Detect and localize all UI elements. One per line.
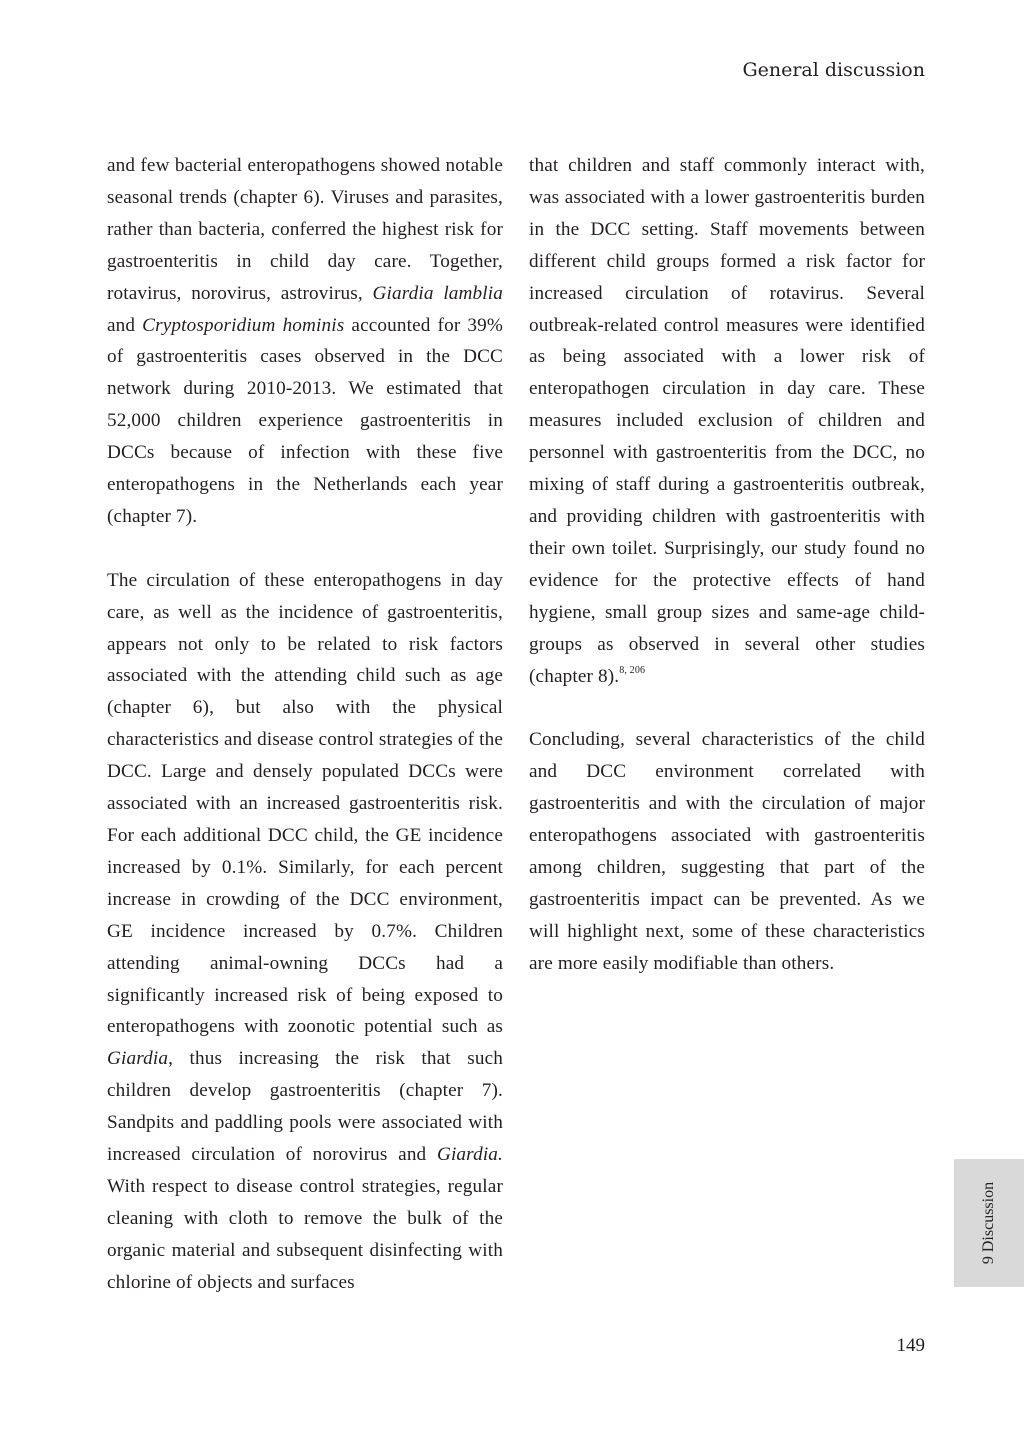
text-run: that children and staff commonly interact with, was associated with a lower gastroenteritis burden in the DCC setting. Staff movements between different child groups formed a risk factor for increased circulation of rotavirus. Several outbreak-related control measures were identified as being associated with a lower risk of enteropathogen circulation in day care. These measures included exclusion of children and personnel with gastroenteritis from the DCC, no mixing of staff during a gastroenteritis outbreak, and providing children with gastroenteritis with their own toilet. Surprisingly, our study found no evidence for the protective effects of hand hygiene, small group sizes and same-age child-groups as observed in several other studies (chapter 8). — [529, 155, 925, 687]
text-run: and few bacterial enteropathogens showed notable seasonal trends (chapter 6). Viruses and parasites, rather than bacteria, conferred the highest risk for gastroenteritis in child day care. Together, rotavirus, norovirus, astrovirus, — [107, 155, 503, 304]
paragraph-concluding — [529, 724, 925, 979]
paragraph-control-measures — [529, 150, 925, 692]
text-run: The circulation of these enteropathogens in day care, as well as the incidence of gastroenteritis, appears not only to be related to risk factors associated with the attending child such as age (chapter 6), but also with the physical characteristics and disease control strategies of the DCC. Large and densely populated DCCs were associated with an increased gastroenteritis risk. For each additional DCC child, the GE incidence increased by 0.1%. Similarly, for each percent increase in crowding of the DCC environment, GE incidence increased by 0.7%. Children attending animal-owning DCCs had a significantly increased risk of being exposed to enteropathogens with zoonotic potential such as — [107, 569, 503, 1038]
left-column — [107, 150, 503, 1299]
right-column — [529, 150, 925, 980]
text-run: and — [107, 314, 143, 336]
text-run: With respect to disease control strategies, regular cleaning with cloth to remove the bulk of the organic material and subsequent disinfecting with chlorine of objects and surfaces — [107, 1175, 503, 1293]
species-name: Giardia lamblia — [372, 282, 504, 304]
text-run: , thus increasing the risk that such children develop gastroenteritis (chapter 7). Sandpits and paddling pools were associated with increased circulation of norovirus and — [107, 1048, 503, 1166]
page-number: 149 — [896, 1335, 925, 1356]
chapter-side-tab — [954, 1159, 1024, 1287]
paragraph-seasonal-trends — [107, 150, 503, 533]
text-run: Concluding, several characteristics of the child and DCC environment correlated with gastroenteritis and with the circulation of major enteropathogens associated with gastroenteritis among children, suggesting that part of the gastroenteritis impact can be prevented. As we will highlight next, some of these characteristics are more easily modifiable than others. — [529, 729, 925, 974]
paragraph-circulation — [107, 565, 503, 1299]
citation-superscript: 8, 206 — [619, 664, 646, 676]
text-run: accounted for 39% of gastroenteritis cases observed in the DCC network during 2010-2013. We estimated that 52,000 children experience gastroenteritis in DCCs because of infection with these five enteropathogens in the Netherlands each year (chapter 7). — [107, 314, 504, 527]
running-header: General discussion — [742, 59, 925, 81]
species-name: Giardia — [107, 1048, 169, 1070]
species-name: Cryptosporidium hominis — [142, 314, 345, 336]
chapter-tab-label: 9 Discussion — [980, 1181, 997, 1265]
species-name: Giardia. — [436, 1144, 503, 1166]
